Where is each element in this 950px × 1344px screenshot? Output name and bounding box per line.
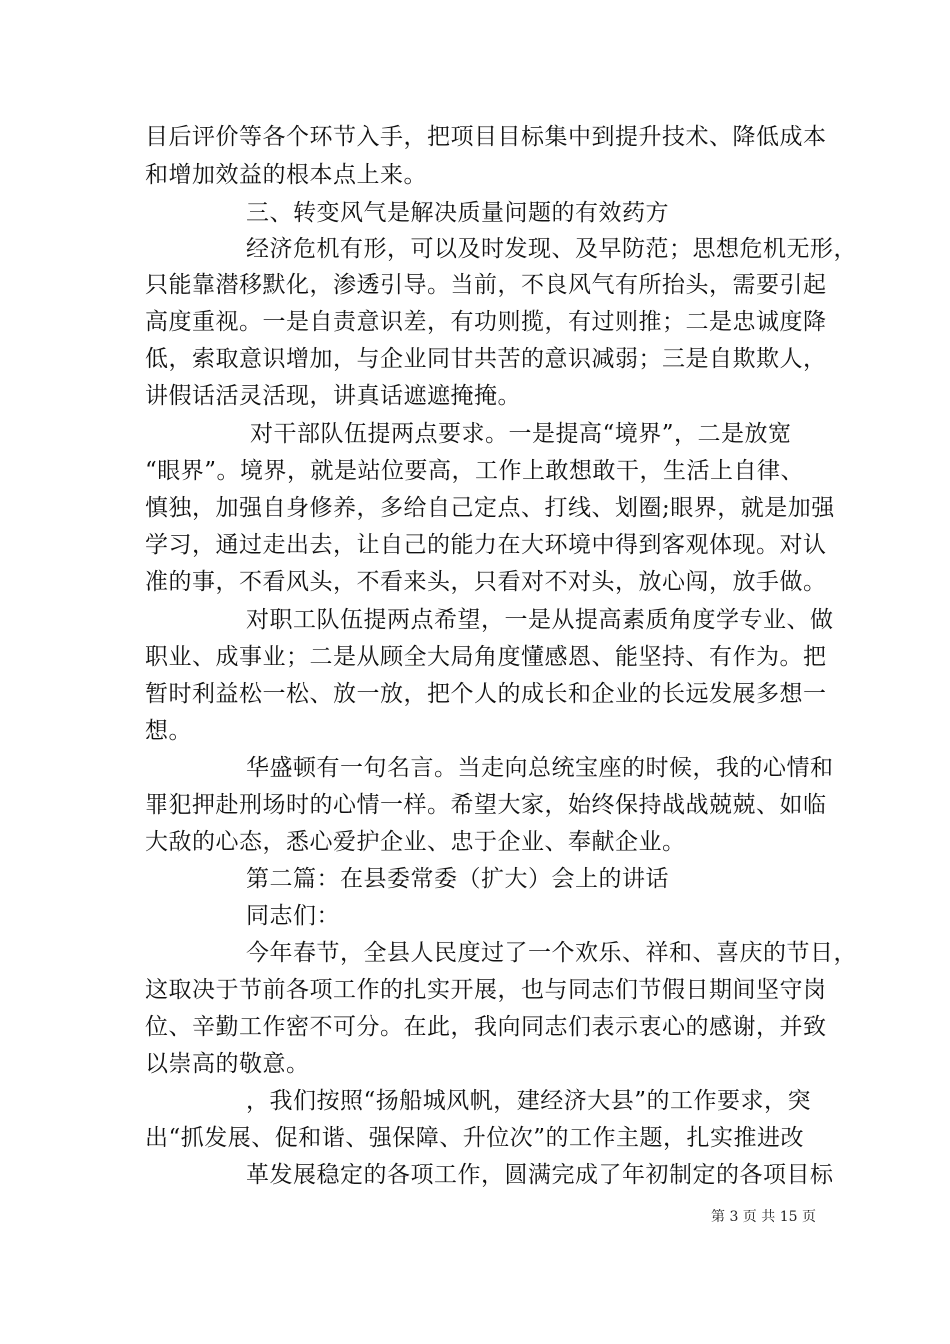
text-line-4: 经济危机有形，可以及时发现、及早防范；思想危机无形， — [246, 236, 857, 262]
text-line-6: 高度重视。一是自责意识差，有功则揽，有过则推；二是忠诚度降 — [145, 309, 827, 335]
text-line-12: 学习，通过走出去，让自己的能力在大环境中得到客观体现。对认 — [145, 532, 827, 558]
text-line-23: 今年春节，全县人民度过了一个欢乐、祥和、喜庆的节日， — [246, 940, 857, 966]
text-line-14: 对职工队伍提两点希望，一是从提高素质角度学专业、做 — [246, 607, 834, 633]
text-line-18: 华盛顿有一句名言。当走向总统宝座的时候，我的心情和 — [246, 755, 834, 781]
text-line-29: 革发展稳定的各项工作，圆满完成了年初制定的各项目标 — [246, 1162, 834, 1188]
text-line-27: ，我们按照“扬船城风帆，建经济大县”的工作要求，突 — [246, 1088, 812, 1114]
text-line-24: 这取决于节前各项工作的扎实开展，也与同志们节假日期间坚守岗 — [145, 977, 827, 1003]
text-line-13: 准的事，不看风头，不看来头，只看对不对头，放心闯，放手做。 — [145, 569, 827, 595]
text-line-17: 想。 — [145, 718, 192, 744]
text-line-11: 慎独，加强自身修养，多给自己定点、打线、划圈;眼界，就是加强 — [145, 495, 835, 521]
text-line-9: 对干部队伍提两点要求。一是提高“境界”，二是放宽 — [250, 421, 792, 447]
text-line-8: 讲假话活灵活现，讲真话遮遮掩掩。 — [145, 383, 521, 409]
text-line-20: 大敌的心态，悉心爱护企业、忠于企业、奉献企业。 — [145, 829, 686, 855]
text-line-7: 低，索取意识增加，与企业同甘共苦的意识减弱；三是自欺欺人， — [145, 346, 827, 372]
text-line-19: 罪犯押赴刑场时的心情一样。希望大家，始终保持战战兢兢、如临 — [145, 792, 827, 818]
salutation: 同志们： — [246, 903, 340, 929]
text-line-16: 暂时利益松一松、放一放，把个人的成长和企业的长远发展多想一 — [145, 681, 827, 707]
text-line-25: 位、辛勤工作密不可分。在此，我向同志们表示衷心的感谢，并致 — [145, 1014, 827, 1040]
text-line-28: 出“抓发展、促和谐、强保障、升位次”的工作主题，扎实推进改 — [145, 1125, 805, 1151]
text-line-15: 职业、成事业；二是从顾全大局角度懂感恩、能坚持、有作为。把 — [145, 644, 827, 670]
page-number-footer: 第 3 页 共 15 页 — [711, 1209, 816, 1225]
text-line-26: 以崇高的敬意。 — [145, 1051, 310, 1077]
text-line-1: 目后评价等各个环节入手，把项目目标集中到提升技术、降低成本 — [145, 124, 827, 150]
text-line-10: “眼界”。境界，就是站位要高，工作上敢想敢干，生活上自律、 — [145, 458, 805, 484]
text-line-5: 只能靠潜移默化，渗透引导。当前，不良风气有所抬头，需要引起 — [145, 272, 827, 298]
section-heading: 三、转变风气是解决质量问题的有效药方 — [246, 200, 669, 226]
text-line-2: 和增加效益的根本点上来。 — [145, 162, 427, 188]
chapter-title: 第二篇：在县委常委（扩大）会上的讲话 — [246, 866, 669, 892]
